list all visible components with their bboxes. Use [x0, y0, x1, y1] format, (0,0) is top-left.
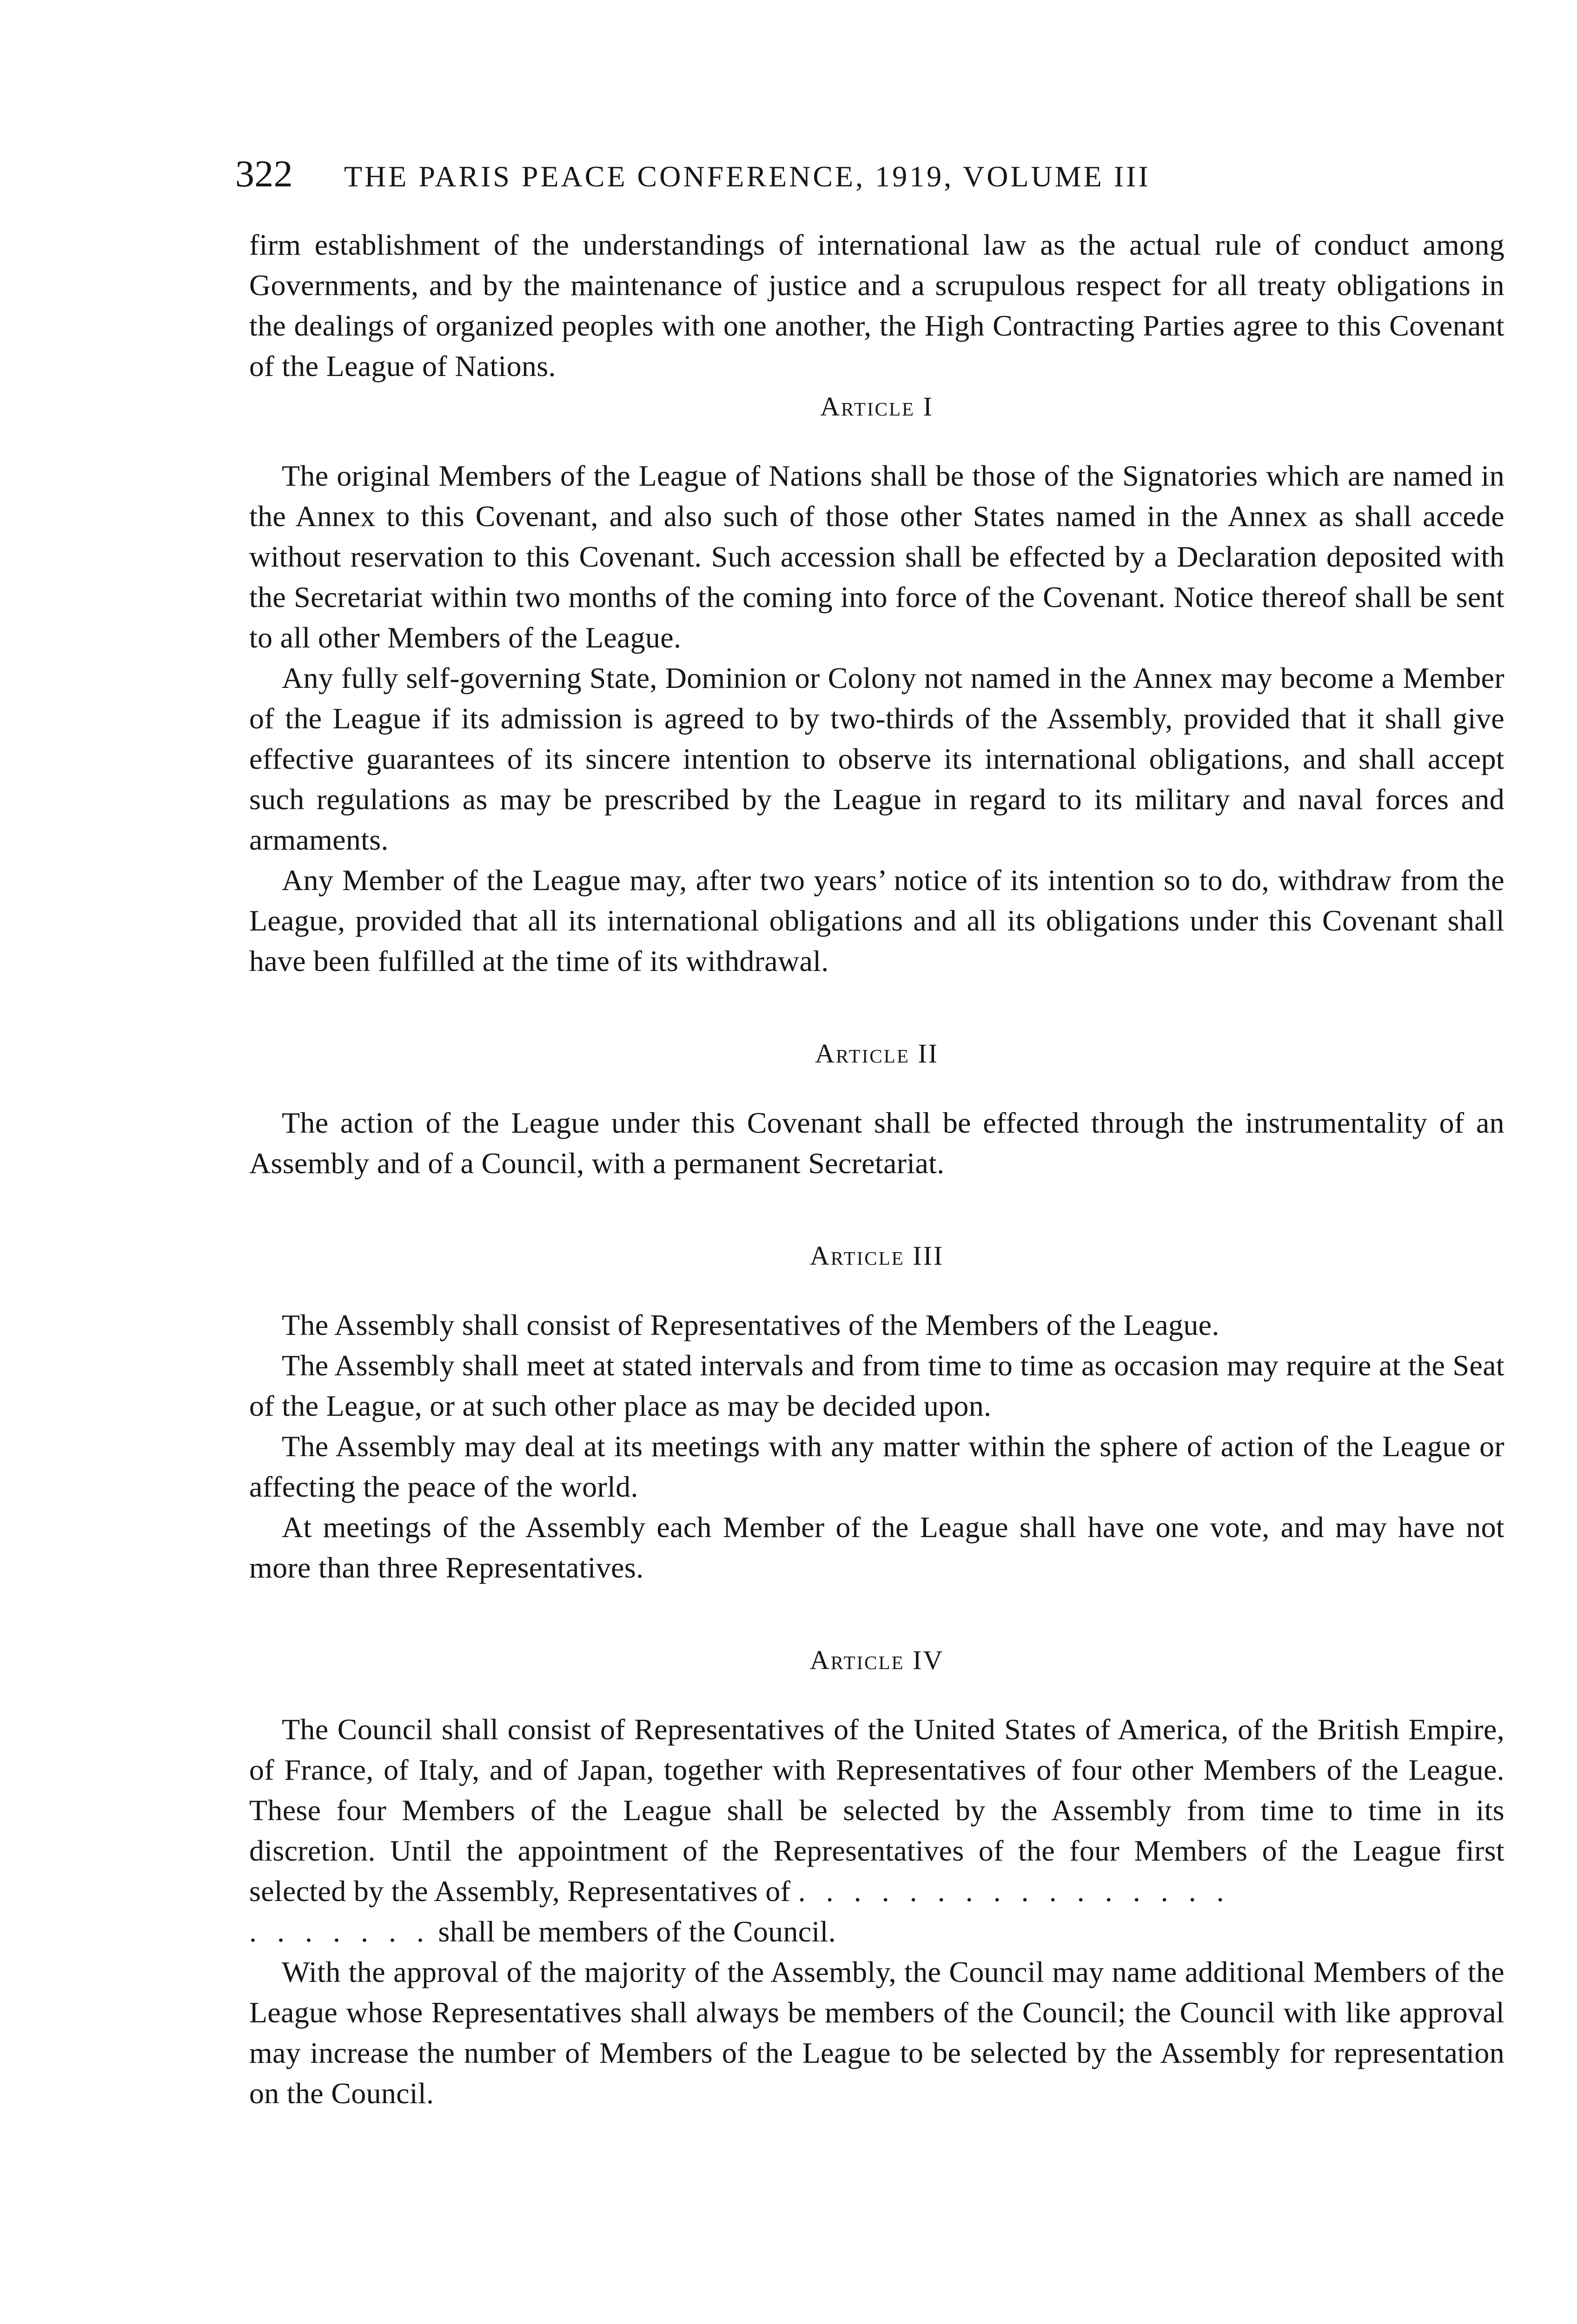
dot-leader: . . . . . . . . . . . . . . . .: [798, 1875, 1231, 1908]
article-4-continuation-text: shall be members of the Council.: [438, 1915, 836, 1948]
article-3-paragraph-2: The Assembly shall meet at stated intervals and from time to time as occasion may require at the Seat of the League, or at such other place as may be decided upon.: [249, 1349, 1504, 1422]
article-3-paragraph-3: The Assembly may deal at its meetings with any matter within the sphere of action of the League or affecting the peace of the world.: [249, 1430, 1504, 1503]
article-3-paragraph-4: At meetings of the Assembly each Member of the League shall have one vote, and may have not more than three Representatives.: [249, 1511, 1504, 1584]
running-head: [235, 153, 1504, 197]
article-3-paragraph-1: The Assembly shall consist of Representatives of the Members of the League.: [282, 1308, 1219, 1341]
preamble-paragraph: firm establishment of the understandings of international law as the actual rule of conduct among Governments, and by the maintenance of justice and a scrupulous respect for all treaty obligations in the dealings of organized peoples with one another, the High Contracting Parties agree to this Covenant of the League of Nations.: [249, 228, 1504, 383]
document-page: [235, 152, 1504, 2113]
article-1-heading: Article I: [820, 391, 934, 422]
article-1-paragraph-3: Any Member of the League may, after two years’ notice of its intention so to do, withdraw from the League, provided that all its international obligations and all its obligations under this Covenant shall have been fulfilled at the time of its withdrawal.: [249, 864, 1504, 977]
article-1-paragraph-1: The original Members of the League of Nations shall be those of the Signatories which are named in the Annex to this Covenant, and also such of those other States named in the Annex as shall accede without reservation to this Covenant. Such accession shall be effected by a Declaration deposited with the Secretariat within two months of the coming into force of the Covenant. Notice thereof shall be sent to all other Members of the League.: [249, 459, 1504, 654]
article-4-continuation-line: [249, 1911, 1504, 1952]
article-1-paragraph-2: Any fully self-governing State, Dominion or Colony not named in the Annex may become a Member of the League if its admission is agreed to by two-thirds of the Assembly, provided that it shall give effective guarantees of its sincere intention to observe its international obligations, and shall accept such regulations as may be prescribed by the League in regard to its military and naval forces and armaments.: [249, 661, 1504, 856]
running-title: THE PARIS PEACE CONFERENCE, 1919, VOLUME III: [344, 160, 1151, 193]
page-number: 322: [235, 152, 293, 195]
article-4-paragraph-1-text: The Council shall consist of Representatives of the United States of America, of the British Empire, of France, of Italy, and of Japan, together with Representatives of four other Members of the League. These four Members of the League shall be selected by the Assembly from time to time in its discretion. Until the appointment of the Representatives of the four Members of the League first selected by the Assembly, Representatives of: [249, 1713, 1504, 1908]
article-4-heading: Article IV: [809, 1645, 944, 1675]
article-2-heading: Article II: [815, 1038, 939, 1069]
article-4-paragraph-1: [249, 1709, 1504, 1911]
article-3-heading: Article III: [809, 1241, 944, 1271]
dot-leader-start: . . . . . . .: [249, 1915, 431, 1948]
article-4-paragraph-2: With the approval of the majority of the Assembly, the Council may name additional Members of the League whose Representatives shall always be members of the Council; the Council with like approval may increase the number of Members of the League to be selected by the Assembly for representation on the Council.: [249, 1955, 1504, 2110]
article-2-paragraph-1: The action of the League under this Covenant shall be effected through the instrumentality of an Assembly and of a Council, with a permanent Secretariat.: [249, 1106, 1504, 1180]
